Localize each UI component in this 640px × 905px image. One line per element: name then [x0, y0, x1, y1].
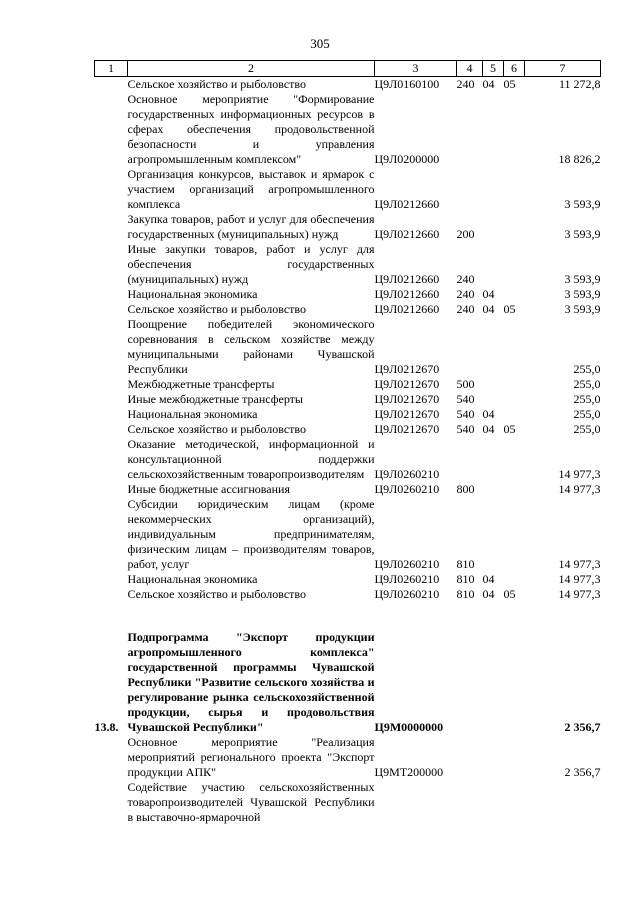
row-description: Сельское хозяйство и рыболовство	[127, 77, 307, 91]
row-target-code: Ц9Л0212660	[374, 227, 440, 241]
row-amount: 3 593,9	[564, 302, 601, 316]
row-subsection	[504, 212, 525, 242]
row-amount: 14 977,3	[558, 587, 601, 601]
row-target-code: Ц9Л0260210	[374, 587, 440, 601]
row-section	[483, 392, 504, 407]
row-description: Сельское хозяйство и рыболовство	[127, 302, 307, 316]
row-amount: 14 977,3	[558, 467, 601, 481]
row-subsection	[504, 407, 525, 422]
row-subsection	[504, 317, 525, 377]
row-amount: 11 272,8	[558, 77, 601, 91]
row-description: Основное мероприятие "Формирование государственных информационных ресурсов в сферах обеспечения продовольственной безопасности и управления агропромышленным комплексом"	[127, 92, 375, 166]
row-subsection: 05	[503, 422, 516, 436]
row-amount: 255,0	[573, 392, 601, 406]
row-expense-type: 240	[456, 272, 475, 286]
row-section	[483, 497, 504, 572]
row-section	[483, 92, 504, 167]
table-body	[95, 77, 601, 826]
row-expense-type: 540	[456, 407, 475, 421]
row-target-code: Ц9Л0260210	[374, 572, 440, 586]
row-section	[483, 735, 504, 780]
row-description: Сельское хозяйство и рыболовство	[127, 422, 307, 436]
row-subsection	[504, 377, 525, 392]
row-amount: 3 593,9	[564, 197, 601, 211]
row-section: 04	[482, 302, 495, 316]
row-number	[95, 317, 128, 377]
table-row	[95, 77, 601, 93]
row-subsection	[504, 167, 525, 212]
table-row	[95, 287, 601, 302]
row-expense-type: 810	[456, 587, 475, 601]
row-target-code: Ц9Л0212670	[374, 362, 440, 376]
table-row	[95, 497, 601, 572]
column-header-3: 3	[375, 61, 457, 77]
row-amount	[525, 780, 601, 825]
row-subsection	[504, 735, 525, 780]
row-expense-type	[457, 167, 483, 212]
table-row	[95, 407, 601, 422]
table-row	[95, 242, 601, 287]
row-number	[95, 242, 128, 287]
row-expense-type: 810	[456, 557, 475, 571]
row-expense-type	[457, 735, 483, 780]
row-section	[483, 167, 504, 212]
row-subsection	[504, 287, 525, 302]
row-expense-type: 500	[456, 377, 475, 391]
row-subsection	[504, 242, 525, 287]
row-description: Иные закупки товаров, работ и услуг для обеспечения государственных (муниципальных) нужд	[127, 242, 375, 286]
row-target-code: Ц9Л0212660	[374, 287, 440, 301]
row-expense-type	[457, 437, 483, 482]
row-subsection	[504, 92, 525, 167]
table-row	[95, 587, 601, 602]
row-description: Закупка товаров, работ и услуг для обеспечения государственных (муниципальных) нужд	[127, 212, 375, 241]
row-section: 04	[482, 77, 495, 91]
row-subsection: 05	[503, 77, 516, 91]
row-description: Национальная экономика	[127, 407, 258, 421]
row-amount: 3 593,9	[564, 272, 601, 286]
row-subsection: 05	[503, 302, 516, 316]
row-target-code: Ц9МТ200000	[374, 765, 444, 779]
row-amount: 14 977,3	[558, 482, 601, 496]
row-target-code: Ц9Л0212660	[374, 302, 440, 316]
row-description: Межбюджетные трансферты	[127, 377, 275, 391]
table-header-row	[95, 61, 601, 77]
row-number	[95, 167, 128, 212]
row-number	[95, 77, 128, 93]
row-description: Субсидии юридическим лицам (кроме некоммерческих организаций), индивидуальным предпринимателям, физическим лицам – производителям товаров, работ, услуг	[127, 497, 375, 571]
row-target-code: Ц9Л0160100	[374, 77, 440, 91]
table-row	[95, 780, 601, 825]
row-section: 04	[482, 407, 495, 421]
row-target-code: Ц9Л0260210	[374, 482, 440, 496]
row-amount: 3 593,9	[564, 287, 601, 301]
row-description: Содействие участию сельскохозяйственных товаропроизводителей Чувашской Республики в выставочно-ярмарочной	[127, 780, 375, 824]
row-number	[95, 735, 128, 780]
row-number	[95, 407, 128, 422]
row-amount: 2 356,7	[564, 720, 601, 734]
row-description: Поощрение победителей экономического соревнования в сельском хозяйстве между муниципальными районами Чувашской Республики	[127, 317, 375, 376]
row-number	[95, 780, 128, 825]
row-amount: 255,0	[573, 362, 601, 376]
row-expense-type: 540	[456, 422, 475, 436]
row-section	[483, 212, 504, 242]
row-amount: 255,0	[573, 377, 601, 391]
row-number	[95, 392, 128, 407]
row-section	[483, 377, 504, 392]
row-section: 04	[482, 422, 495, 436]
row-description: Иные межбюджетные трансферты	[127, 392, 303, 406]
row-amount: 255,0	[573, 422, 601, 436]
row-section	[483, 317, 504, 377]
row-number	[95, 212, 128, 242]
table-row	[95, 630, 601, 735]
table-row	[95, 302, 601, 317]
column-header-1: 1	[95, 61, 128, 77]
row-section	[483, 242, 504, 287]
row-subsection	[504, 437, 525, 482]
row-expense-type	[457, 630, 483, 735]
row-number	[95, 587, 128, 602]
table-row	[95, 572, 601, 587]
row-number	[95, 287, 128, 302]
row-amount: 18 826,2	[558, 152, 601, 166]
row-expense-type	[457, 780, 483, 825]
column-header-6: 6	[504, 61, 525, 77]
table-row	[95, 482, 601, 497]
row-expense-type: 240	[456, 287, 475, 301]
row-amount: 3 593,9	[564, 227, 601, 241]
row-description: Основное мероприятие "Реализация мероприятий регионального проекта "Экспорт продукции АПК"	[127, 735, 375, 779]
table-row	[95, 377, 601, 392]
row-target-code: Ц9М0000000	[374, 720, 444, 734]
row-target-code: Ц9Л0212660	[374, 197, 440, 211]
row-target-code	[375, 780, 457, 825]
row-section: 04	[482, 572, 495, 586]
row-number	[95, 437, 128, 482]
row-target-code: Ц9Л0212670	[374, 377, 440, 391]
table-row	[95, 317, 601, 377]
row-target-code: Ц9Л0212670	[374, 392, 440, 406]
row-subsection	[504, 780, 525, 825]
row-number	[95, 572, 128, 587]
row-subsection: 05	[503, 587, 516, 601]
table-row	[95, 392, 601, 407]
row-target-code: Ц9Л0212670	[374, 407, 440, 421]
row-number	[95, 422, 128, 437]
row-amount: 14 977,3	[558, 557, 601, 571]
row-section: 04	[482, 287, 495, 301]
row-expense-type: 240	[456, 302, 475, 316]
row-description: Сельское хозяйство и рыболовство	[127, 587, 307, 601]
row-number	[95, 497, 128, 572]
row-target-code: Ц9Л0212670	[374, 422, 440, 436]
row-description: Организация конкурсов, выставок и ярмарок с участием организаций агропромышленного комплекса	[127, 167, 375, 211]
row-description: Национальная экономика	[127, 287, 258, 301]
row-section	[483, 630, 504, 735]
row-section	[483, 780, 504, 825]
row-description: Национальная экономика	[127, 572, 258, 586]
row-target-code: Ц9Л0212660	[374, 272, 440, 286]
column-header-7: 7	[525, 61, 601, 77]
column-header-5: 5	[483, 61, 504, 77]
row-subsection	[504, 482, 525, 497]
row-expense-type: 200	[456, 227, 475, 241]
row-number	[95, 377, 128, 392]
row-description: Подпрограмма "Экспорт продукции агропромышленного комплекса" государственной программы Чувашской Республики "Развитие сельского хозяйства и регулирование рынка сельскохозяйственной продукции, сырья и продовольствия Чувашской Республики"	[127, 630, 375, 734]
table-row	[95, 735, 601, 780]
row-subsection	[504, 572, 525, 587]
table-row	[95, 167, 601, 212]
table-row	[95, 92, 601, 167]
row-expense-type: 810	[456, 572, 475, 586]
row-number	[95, 482, 128, 497]
row-amount: 255,0	[573, 407, 601, 421]
row-amount: 14 977,3	[558, 572, 601, 586]
row-subsection	[504, 630, 525, 735]
table-row	[95, 212, 601, 242]
row-expense-type: 540	[456, 392, 475, 406]
row-description: Оказание методической, информационной и консультационной поддержки сельскохозяйственным товаропроизводителям	[127, 437, 375, 481]
row-section: 04	[482, 587, 495, 601]
row-number	[95, 302, 128, 317]
row-subsection	[504, 497, 525, 572]
row-spacer	[95, 602, 601, 630]
table-row	[95, 602, 601, 630]
row-number	[95, 92, 128, 167]
row-target-code: Ц9Л0260210	[374, 557, 440, 571]
row-expense-type	[457, 92, 483, 167]
row-section	[483, 482, 504, 497]
column-header-4: 4	[457, 61, 483, 77]
row-amount: 2 356,7	[564, 765, 601, 779]
row-section	[483, 437, 504, 482]
row-description: Иные бюджетные ассигнования	[127, 482, 290, 496]
row-subsection	[504, 392, 525, 407]
row-target-code: Ц9Л0260210	[374, 467, 440, 481]
row-number: 13.8.	[94, 720, 119, 734]
row-expense-type: 800	[456, 482, 475, 496]
table-row	[95, 437, 601, 482]
column-header-2: 2	[128, 61, 375, 77]
page-number: 305	[310, 36, 330, 51]
budget-table	[94, 60, 601, 825]
row-target-code: Ц9Л0200000	[374, 152, 440, 166]
row-expense-type: 240	[456, 77, 475, 91]
table-row	[95, 422, 601, 437]
row-expense-type	[457, 317, 483, 377]
